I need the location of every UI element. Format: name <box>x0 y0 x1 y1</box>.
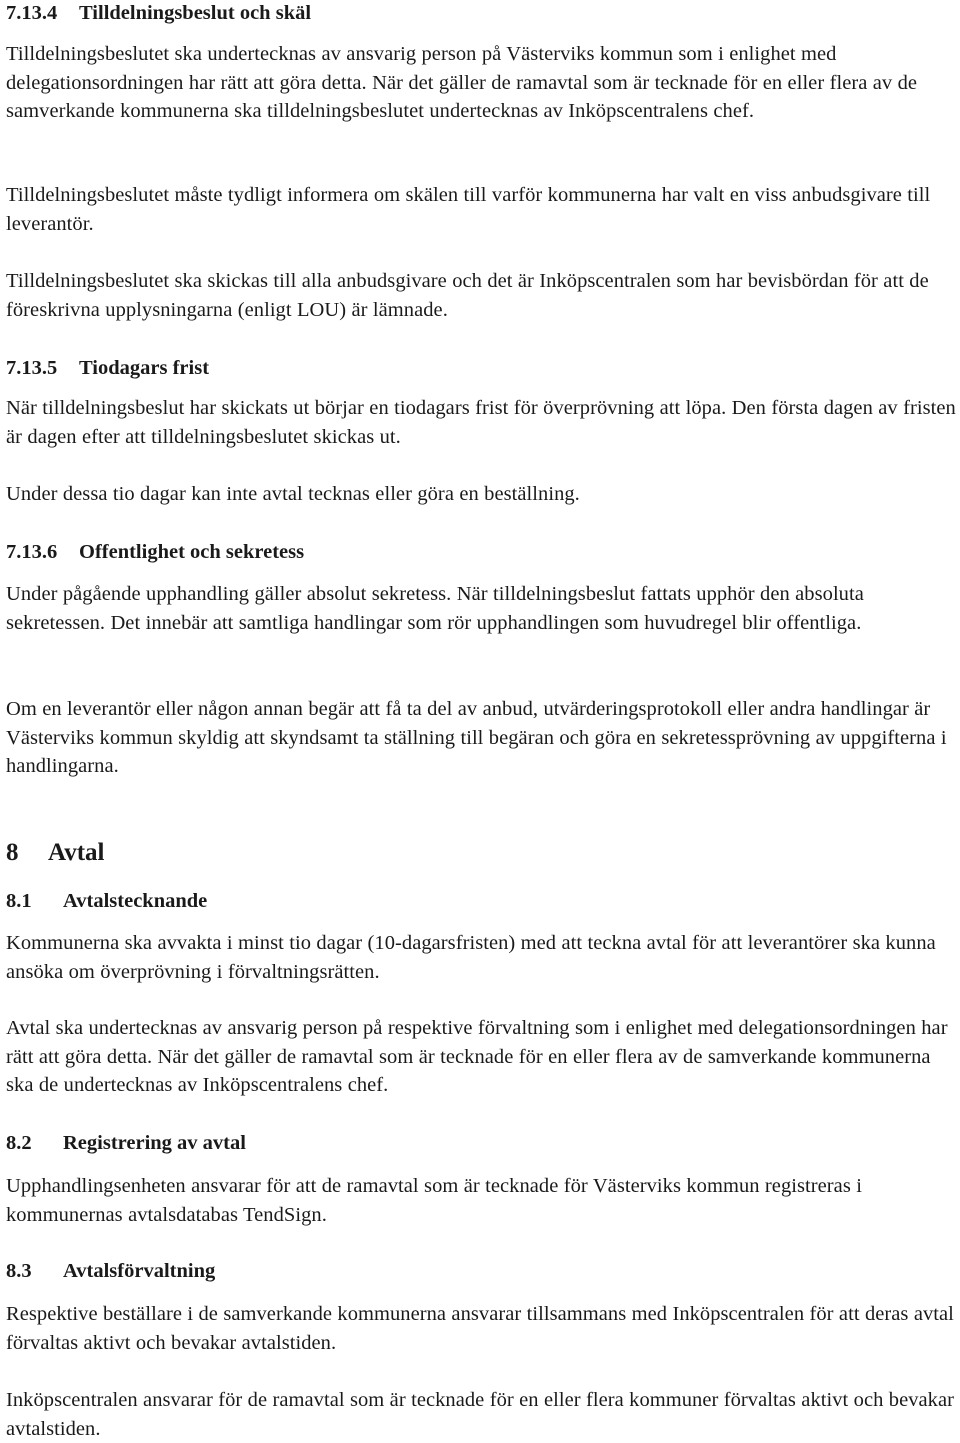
section-heading-7-13-4 <box>6 0 958 26</box>
paragraph <box>6 580 958 637</box>
paragraph <box>6 480 958 509</box>
paragraph-text: Under pågående upphandling gäller absolut sekretess. När tilldelningsbeslut fattats upphör den absoluta sekretessen. Det innebär att samtliga handlingar som rör upphandlingen som huvudregel blir offentliga. <box>6 583 864 634</box>
paragraph <box>6 40 958 126</box>
paragraph-text: Tilldelningsbeslutet ska undertecknas av ansvarig person på Västerviks kommun som i enlighet med delegationsordningen har rätt att göra detta. När det gäller de ramavtal som är tecknade för en eller flera av de samverkande kommunerna ska tilldelningsbeslutet undertecknas av Inköpscentralens chef. <box>6 43 918 123</box>
paragraph <box>6 181 958 238</box>
paragraph-text: Om en leverantör eller någon annan begär att få ta del av anbud, utvärderingsprotokoll eller andra handlingar är Västerviks kommun skyldig att skyndsamt ta ställning till begäran och göra en sekretessprövning av uppgifterna i handlingarna. <box>6 698 947 778</box>
paragraph <box>6 394 958 451</box>
section-number: 7.13.5 <box>6 357 58 379</box>
paragraph-text: Tilldelningsbeslutet ska skickas till alla anbudsgivare och det är Inköpscentralen som har bevisbördan för att de föreskrivna upplysningarna (enligt LOU) är lämnade. <box>6 270 929 321</box>
chapter-number: 8 <box>6 839 19 866</box>
paragraph <box>6 1386 958 1443</box>
paragraph <box>6 695 958 781</box>
section-title: Registrering av avtal <box>63 1132 246 1154</box>
section-title: Avtalstecknande <box>63 890 208 912</box>
paragraph-text: Avtal ska undertecknas av ansvarig person på respektive förvaltning som i enlighet med delegationsordningen har rätt att göra detta. När det gäller de ramavtal som är tecknade för en eller flera av de samverkande kommunerna ska de undertecknas av Inköpscentralens chef. <box>6 1017 948 1097</box>
paragraph-text: Respektive beställare i de samverkande kommunerna ansvarar tillsammans med Inköpscentralen för att deras avtal förvaltas aktivt och bevakar avtalstiden. <box>6 1303 954 1354</box>
paragraph <box>6 267 958 324</box>
section-title: Tilldelningsbeslut och skäl <box>79 2 312 24</box>
paragraph-text: När tilldelningsbeslut har skickats ut börjar en tiodagars frist för överprövning att löpa. Den första dagen av fristen är dagen efter att tilldelningsbeslutet skickas ut. <box>6 397 956 448</box>
chapter-title: Avtal <box>48 839 105 866</box>
section-number: 8.3 <box>6 1260 32 1282</box>
section-heading-8-1 <box>6 888 958 914</box>
section-number: 7.13.6 <box>6 541 58 563</box>
section-number: 7.13.4 <box>6 2 58 24</box>
section-title: Avtalsförvaltning <box>63 1260 216 1282</box>
paragraph-text: Kommunerna ska avvakta i minst tio dagar (10-dagarsfristen) med att teckna avtal för att leverantörer ska kunna ansöka om överprövning i förvaltningsrätten. <box>6 932 936 983</box>
paragraph <box>6 1300 958 1357</box>
chapter-heading-8 <box>6 838 958 868</box>
section-number: 8.1 <box>6 890 32 912</box>
section-heading-7-13-5 <box>6 355 958 381</box>
section-heading-8-2 <box>6 1130 958 1156</box>
paragraph-text: Tilldelningsbeslutet måste tydligt informera om skälen till varför kommunerna har valt en viss anbudsgivare till leverantör. <box>6 184 931 235</box>
section-title: Tiodagars frist <box>79 357 210 379</box>
paragraph-text: Under dessa tio dagar kan inte avtal tecknas eller göra en beställning. <box>6 483 580 505</box>
paragraph <box>6 1014 958 1100</box>
paragraph <box>6 1172 958 1229</box>
section-title: Offentlighet och sekretess <box>79 541 305 563</box>
section-number: 8.2 <box>6 1132 32 1154</box>
paragraph <box>6 929 958 986</box>
paragraph-text: Inköpscentralen ansvarar för de ramavtal som är tecknade för en eller flera kommuner förvaltas aktivt och bevakar avtalstiden. <box>6 1389 955 1440</box>
section-heading-7-13-6 <box>6 539 958 565</box>
paragraph-text: Upphandlingsenheten ansvarar för att de ramavtal som är tecknade för Västerviks kommun registreras i kommunernas avtalsdatabas TendSign. <box>6 1175 862 1226</box>
section-heading-8-3 <box>6 1258 958 1284</box>
